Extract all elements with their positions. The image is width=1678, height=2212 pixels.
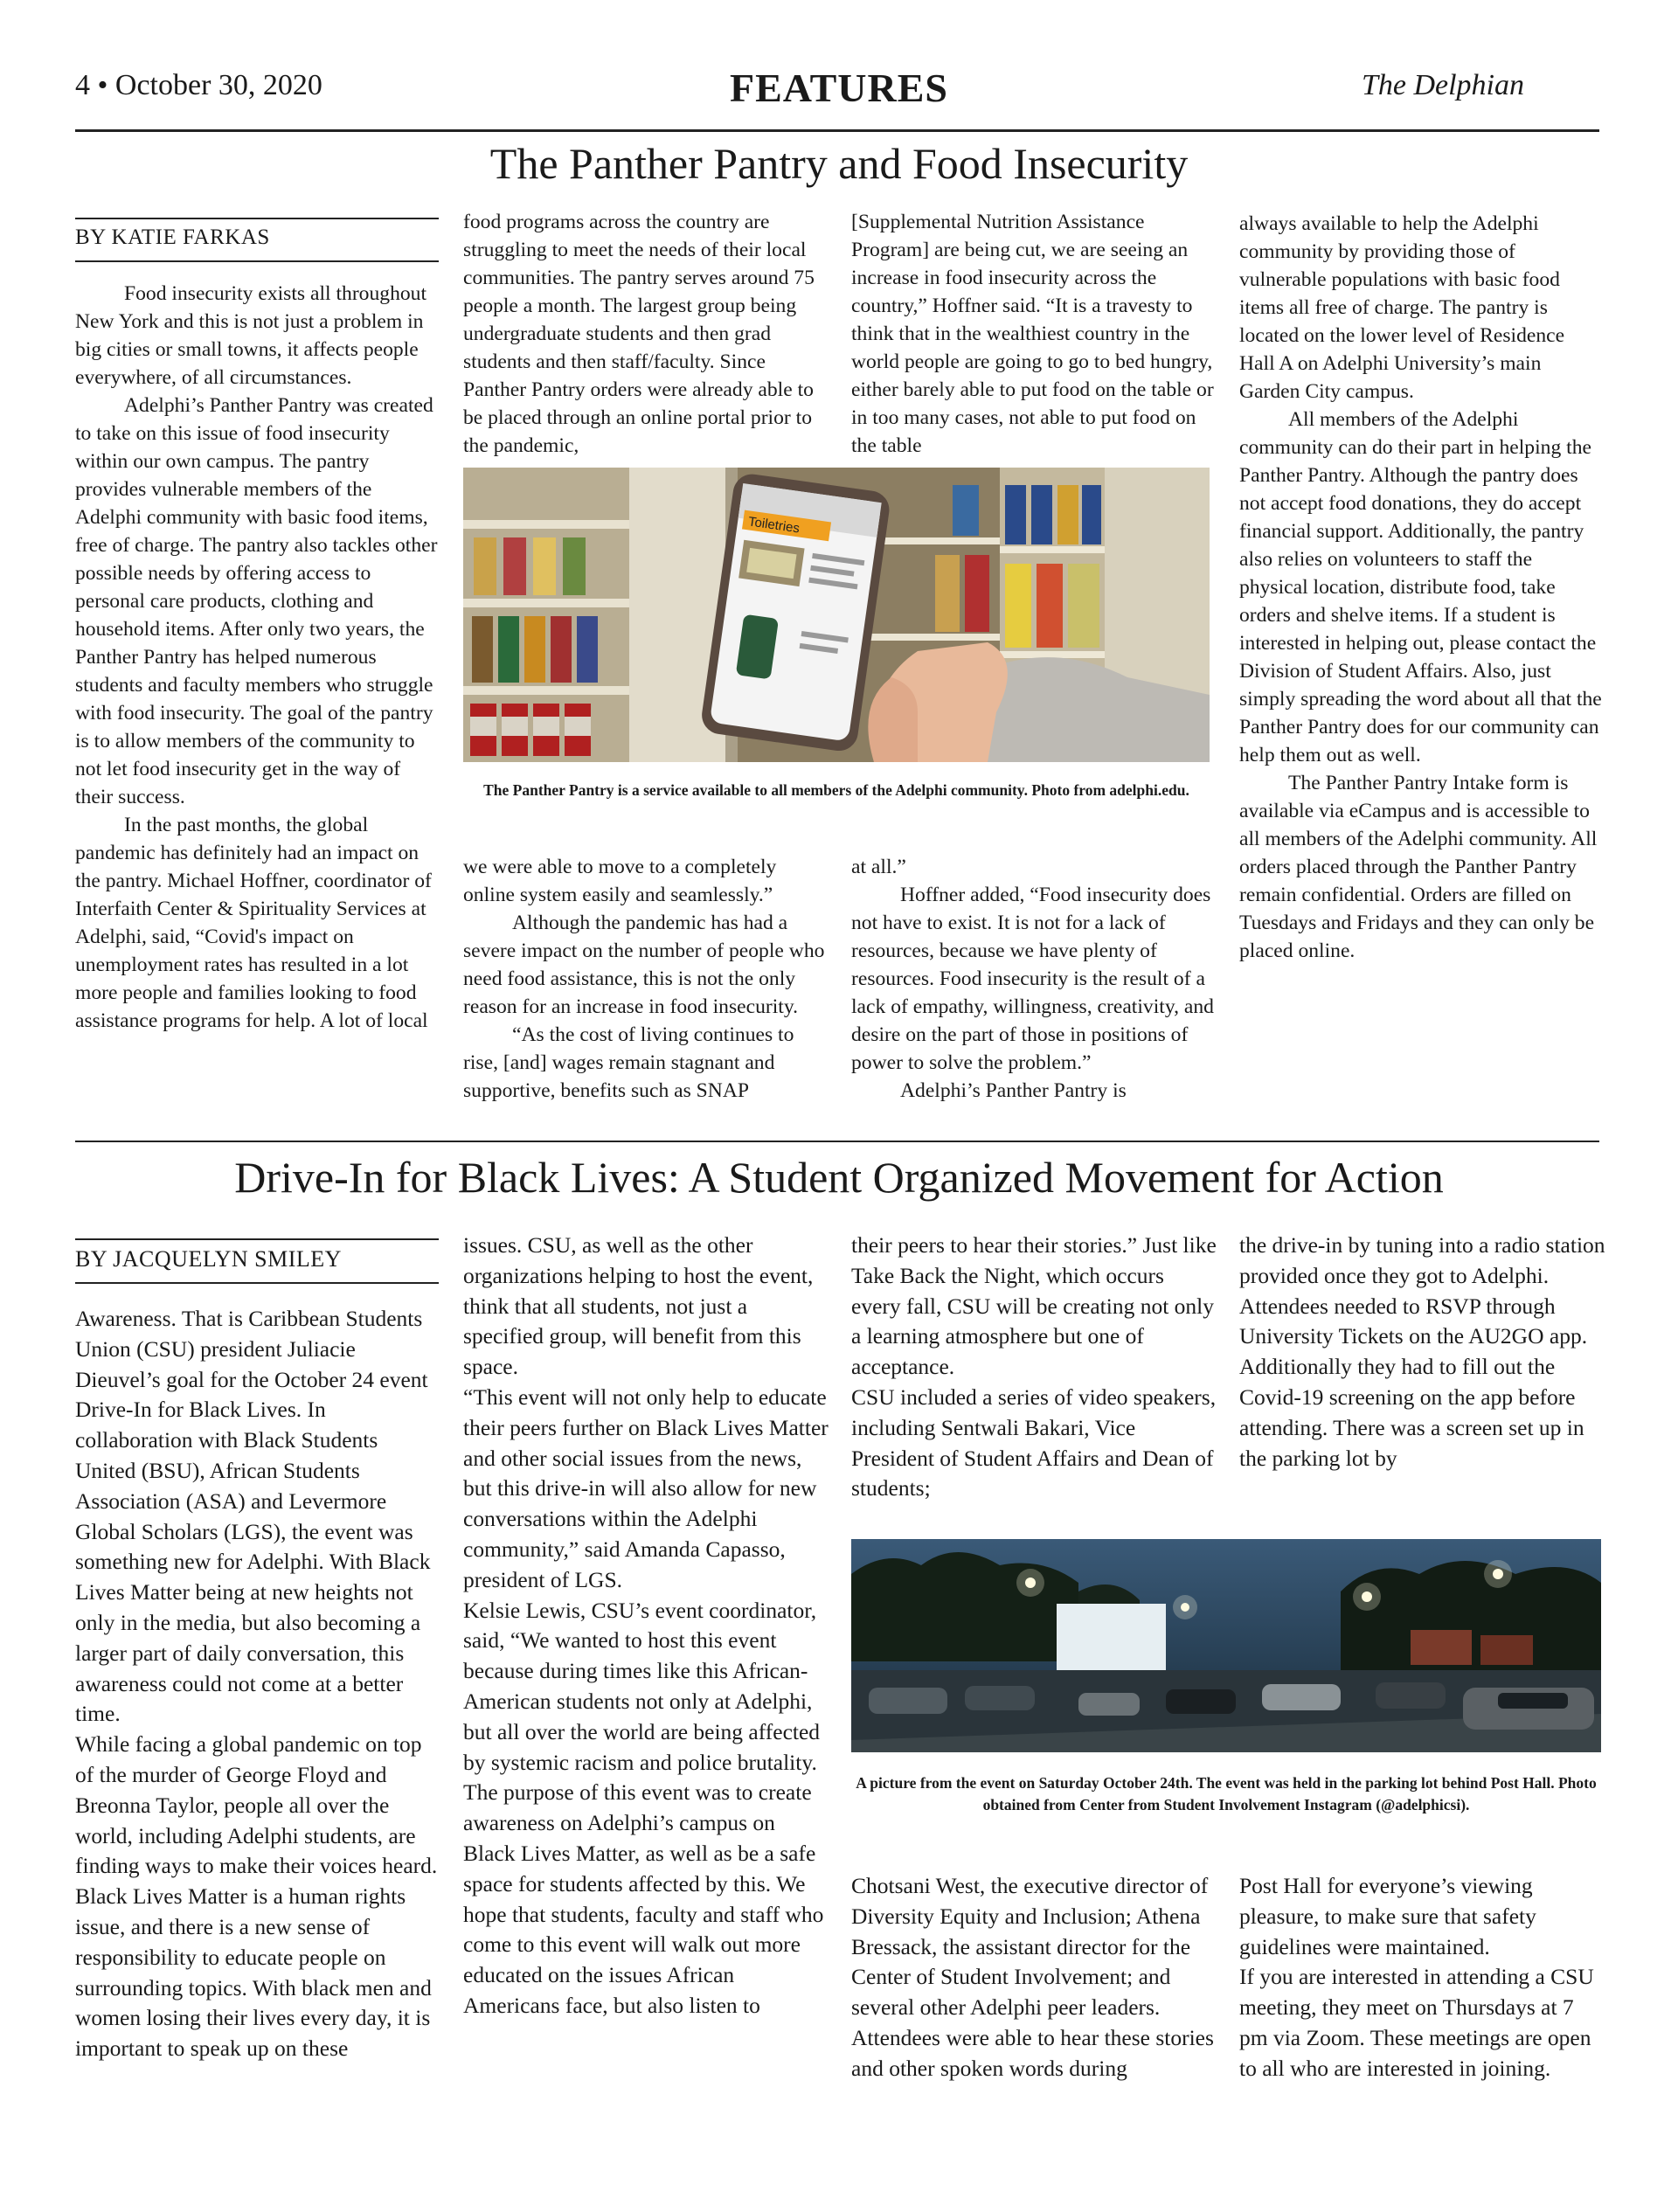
paragraph: The Panther Pantry Intake form is available via eCampus and is accessible to all members of the Adelphi community. All orders placed through the Panther Pantry remain confidential. Orders are filled on Tuesdays and Fridays and they can only be placed online. [1239,772,1598,962]
paragraph: Hoffner added, “Food insecurity does not have to exist. It is not for a lack of resources, because we have plenty of resources. Food insecurity is the result of a lack of empathy, willingness, creativity, and desire on the part of those in positions of power to solve the problem.” [851,884,1214,1074]
paragraph: the drive-in by tuning into a radio station provided once they got to Adelphi. [1239,1232,1605,1288]
publication-name: The Delphian [1361,69,1524,101]
paragraph: In the past months, the global pandemic has definitely had an impact on the pantry. Michael Hoffner, coordinator of Interfaith Center & Spirituality Services at Adelphi, said, “Covid's impact on unemployment rates has resulted in a lot more people and families looking to food assistance programs for help. A lot of local [75,814,432,1032]
paragraph: always available to help the Adelphi community by providing those of vulnerable populations with basic food items all free of charge. The pantry is located on the lower level of Residence Hall A on Adelphi University’s main Garden City campus. [1239,212,1565,403]
article-column [851,208,1217,460]
drive-in-photo-illustration [851,1539,1601,1752]
paragraph: Awareness. That is Caribbean Students Union (CSU) president Juliacie Dieuvel’s goal for the October 24 event Drive-In for Black Lives. In collaboration with Black Students United (BSU), African Students Association (ASA) and Levermore Global Scholars (LGS), the event was something new for Adelphi. With Black Lives Matter being at new heights not only in the media, but also becoming a larger part of daily conversation, this awareness could not come at a better time. [75,1306,431,1727]
paragraph: While facing a global pandemic on top of the murder of George Floyd and Breonna Taylor, people all over the world, including Adelphi students, are finding ways to make their voices heard. Black Lives Matter is a human rights issue, and there is a new sense of responsibility to educate people on surrounding topics. With black men and women losing their lives every day, it is important to speak up on these [75,1731,438,2062]
paragraph: Food insecurity exists all throughout New York and this is not just a problem in big cities or small towns, it affects people everywhere, of all circumstances. [75,282,427,389]
byline: BY KATIE FARKAS [75,225,270,249]
article-column [1239,1231,1606,1474]
byline-rule-top [75,218,439,219]
paragraph: “As the cost of living continues to rise, [and] wages remain stagnant and supportive, benefits such as SNAP [463,1023,794,1102]
article-divider [75,1141,1599,1142]
article-column [851,1871,1218,2084]
article-column [75,1304,442,2064]
photo-caption: A picture from the event on Saturday October 24th. The event was held in the parking lot behind Post Hall. Photo obtained from Center from Student Involvement Instagram (@adelphicsi). [856,1774,1597,1813]
article-column [463,853,829,1105]
paragraph: Attendees needed to RSVP through University Tickets on the AU2GO app. Additionally they had to fill out the Covid-19 screening on the app before attending. There was a screen set up in the parking lot by [1239,1293,1588,1471]
paragraph: All members of the Adelphi community can do their part in helping the Panther Pantry. Although the pantry does not accept food donations, they do accept financial support. Additionally, the pantry also relies on volunteers to staff the physical location, distribute food, take orders and shelve items. If a student is interested in helping out, please contact the Division of Student Affairs. Also, just simply spreading the word about all that the Panther Pantry does for our community can help them out as well. [1239,408,1602,766]
paragraph: Adelphi’s Panther Pantry is [900,1079,1127,1102]
article-column [463,1231,830,2021]
paragraph: “This event will not only help to educate their peers further on Black Lives Matter and other social issues from the news, but this drive-in will also allow for new conversations within the Adelphi community,” said Amanda Capasso, president of LGS. [463,1383,829,1592]
paragraph: at all.” [851,856,906,878]
byline-rule-bottom [75,260,439,262]
drive-in-photo [851,1539,1601,1752]
paragraph: [Supplemental Nutrition Assistance Program] are being cut, we are seeing an increase in food insecurity across the country,” Hoffner said. “It is a travesty to think that in the wealthiest country in the world people are going to go to bed hungry, either barely able to put food on the table or in too many cases, not able to put food on the table [851,211,1214,457]
paragraph: issues. CSU, as well as the other organizations helping to host the event, think that all students, not just a specified group, will benefit from this space. [463,1232,814,1380]
article-title: Drive-In for Black Lives: A Student Organized Movement for Action [234,1153,1444,1202]
header-rule [75,129,1599,132]
article-title: The Panther Pantry and Food Insecurity [489,139,1189,188]
paragraph: Although the pandemic has had a severe impact on the number of people who need food assistance, this is not the only reason for an increase in food insecurity. [463,912,825,1018]
article-column [851,853,1217,1105]
section-title: FEATURES [730,66,948,110]
byline-rule-bottom [75,1282,439,1284]
photo-caption: The Panther Pantry is a service available to all members of the Adelphi community. Photo from adelphi.edu. [483,781,1189,799]
article-column [851,1231,1218,1504]
page-date: 4 • October 30, 2020 [75,69,322,101]
pantry-photo [463,468,1210,762]
paragraph: Post Hall for everyone’s viewing pleasure, to make sure that safety guidelines were maintained. [1239,1873,1536,1959]
pantry-photo-illustration [463,468,1210,762]
byline: BY JACQUELYN SMILEY [75,1246,342,1272]
paragraph: their peers to hear their stories.” Just like Take Back the Night, which occurs every fall, CSU will be creating not only a learning atmosphere but one of acceptance. [851,1232,1217,1380]
paragraph: we were able to move to a completely online system easily and seamlessly.” [463,856,777,906]
byline-rule-top [75,1238,439,1240]
phone-screen-label: Toiletries [747,514,801,537]
article-column [75,280,440,1035]
article-column [1239,1871,1606,2084]
paragraph: Adelphi’s Panther Pantry was created to take on this issue of food insecurity within our own campus. The pantry provides vulnerable members of the Adelphi community with basic food items, free of charge. The pantry also tackles other possible needs by offering access to personal care products, clothing and household items. After only two years, the Panther Pantry has helped numerous students and faculty members who struggle with food insecurity. The goal of the pantry is to allow members of the community to not let food insecurity get in the way of their success. [75,394,438,808]
paragraph: If you are interested in attending a CSU meeting, they meet on Thursdays at 7 pm via Zoom. These meetings are open to all who are interested in joining. [1239,1964,1594,2081]
article-column [463,208,829,460]
paragraph: food programs across the country are struggling to meet the needs of their local communities. The pantry serves around 75 people a month. The largest group being undergraduate students and then grad students and then staff/faculty. Since Panther Pantry orders were already able to be placed through an online portal prior to the pandemic, [463,211,815,457]
paragraph: Chotsani West, the executive director of Diversity Equity and Inclusion; Athena Bressack, the assistant director for the Center of Student Involvement; and several other Adelphi peer leaders. Attendees were able to hear these stories and other spoken words during [851,1873,1214,2081]
article-column [1239,210,1605,965]
paragraph: Kelsie Lewis, CSU’s event coordinator, said, “We wanted to host this event because during times like this African-American students not only at Adelphi, but all over the world are being affected by systemic racism and police brutality. The purpose of this event was to create awareness on Adelphi’s campus on Black Lives Matter, as well as be a safe space for students affected by this. We hope that students, faculty and staff who come to this event will walk out more educated on the issues African Americans face, but also listen to [463,1597,824,2018]
paragraph: CSU included a series of video speakers, including Sentwali Bakari, Vice President of Student Affairs and Dean of students; [851,1383,1217,1501]
